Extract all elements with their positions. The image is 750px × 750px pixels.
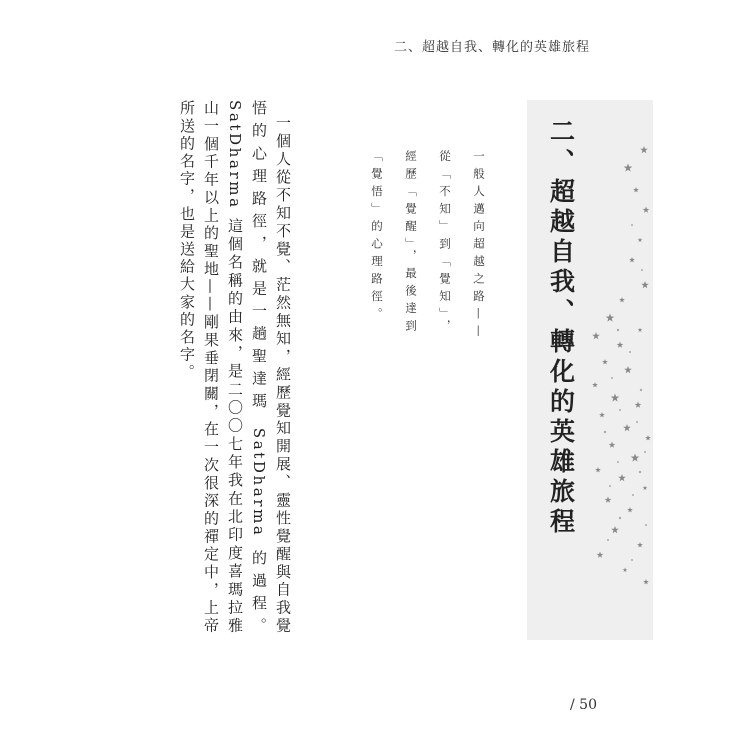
running-header: 二、超越自我、轉化的英雄旅程: [393, 40, 590, 55]
epigraph-line: 一般人邁向超越之路——: [472, 150, 486, 343]
page-number: / 50: [570, 697, 597, 713]
chapter-title: 二、超越自我、轉化的英雄旅程: [546, 118, 576, 538]
body-text: [175, 100, 295, 635]
epigraph-line: 從「不知」到「覺知」，: [438, 150, 452, 337]
epigraph: [360, 150, 496, 530]
epigraph-line: 經歷「覺醒」，最後達到: [404, 150, 418, 337]
epigraph-line: 「覺悟」的心理路徑。: [370, 150, 384, 325]
body-paragraph: 一個人從不知不覺、茫然無知，經歷覺知開展、靈性覺醒與自我覺悟的心理路徑，就是一趟聖達瑪 SatDharma 的過程。SatDharma 這個名稱的由來，是二〇〇七年我在北印度喜瑪拉雅山一個千年以上的聖地——剛果垂閉關，在一次很深的禪定中，上帝所送的名字，也是送給大家的名字。: [178, 100, 292, 635]
